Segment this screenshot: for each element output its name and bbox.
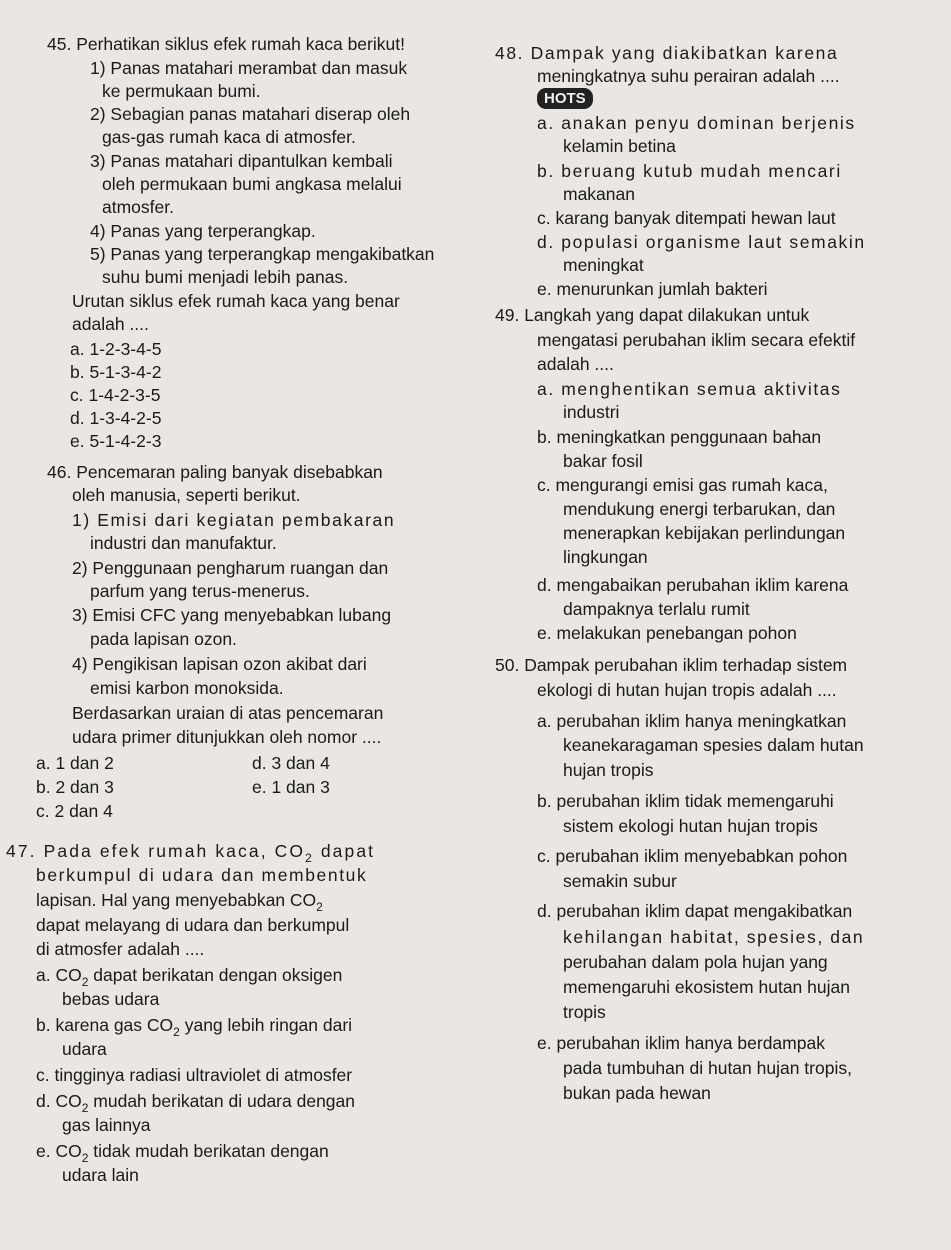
q45-item-5: 5) Panas yang terperangkap mengakibatkan [90, 244, 435, 264]
q47-option-d-cont: gas lainnya [62, 1115, 151, 1135]
q46-item-2: 2) Penggunaan pengharum ruangan dan [72, 558, 389, 578]
q45-item-3: 3) Panas matahari dipantulkan kembali [90, 151, 393, 171]
q46-item-1-cont: industri dan manufaktur. [90, 533, 277, 553]
q47-option-e-cont: udara lain [62, 1165, 139, 1185]
q45-stem: 45. Perhatikan siklus efek rumah kaca berikut! [47, 34, 405, 54]
q46-option-c[interactable]: c. 2 dan 4 [36, 801, 113, 821]
q45-item-2-cont: gas-gas rumah kaca di atmosfer. [102, 127, 356, 147]
q45-option-d[interactable]: d. 1-3-4-2-5 [70, 408, 162, 428]
q48-option-b-cont: makanan [563, 184, 635, 204]
q49-option-c-cont3: lingkungan [563, 547, 648, 567]
q46-option-e[interactable]: e. 1 dan 3 [252, 777, 330, 797]
q45-item-2: 2) Sebagian panas matahari diserap oleh [90, 104, 411, 124]
q50-stem-cont: ekologi di hutan hujan tropis adalah .... [537, 680, 837, 700]
q46-option-a[interactable]: a. 1 dan 2 [36, 753, 114, 773]
q49-option-b-cont: bakar fosil [563, 451, 643, 471]
q48-option-d-cont: meningkat [563, 255, 644, 275]
q49-option-b[interactable]: b. meningkatkan penggunaan bahan [537, 427, 822, 447]
q45-item-5-cont: suhu bumi menjadi lebih panas. [102, 267, 349, 287]
q49-stem: 49. Langkah yang dapat dilakukan untuk [495, 305, 810, 325]
q50-option-b-cont: sistem ekologi hutan hujan tropis [563, 816, 818, 836]
q47-stem-cont3: dapat melayang di udara dan berkumpul [36, 915, 350, 935]
q49-option-d[interactable]: d. mengabaikan perubahan iklim karena [537, 575, 849, 595]
q50-option-a-cont: keanekaragaman spesies dalam hutan [563, 735, 864, 755]
q48-option-a-cont: kelamin betina [563, 136, 676, 156]
q49-option-e[interactable]: e. melakukan penebangan pohon [537, 623, 797, 643]
q46-option-d[interactable]: d. 3 dan 4 [252, 753, 330, 773]
q49-option-a[interactable]: a. menghentikan semua aktivitas [537, 379, 842, 399]
q45-item-4: 4) Panas yang terperangkap. [90, 221, 316, 241]
q45-option-e[interactable]: e. 5-1-4-2-3 [70, 431, 162, 451]
hots-badge: HOTS [537, 88, 593, 109]
q50-option-e[interactable]: e. perubahan iklim hanya berdampak [537, 1033, 825, 1053]
q50-option-c[interactable]: c. perubahan iklim menyebabkan pohon [537, 846, 848, 866]
q45-question-cont: adalah .... [72, 314, 149, 334]
q46-question: Berdasarkan uraian di atas pencemaran [72, 703, 384, 723]
q49-option-c[interactable]: c. mengurangi emisi gas rumah kaca, [537, 475, 828, 495]
q48-option-d[interactable]: d. populasi organisme laut semakin [537, 232, 866, 252]
q47-option-d[interactable]: d. $CO_2$ mudah berikatan di udara dengan [36, 1091, 356, 1115]
q50-option-d-cont4: tropis [563, 1002, 606, 1022]
q47-stem-cont2: lapisan. Hal yang menyebabkan $CO_2$ [36, 890, 323, 914]
q50-option-e-cont: pada tumbuhan di hutan hujan tropis, [563, 1058, 852, 1078]
q46-item-3: 3) Emisi CFC yang menyebabkan lubang [72, 605, 392, 625]
q48-stem: 48. Dampak yang diakibatkan karena [495, 43, 839, 63]
q50-option-a-cont2: hujan tropis [563, 760, 654, 780]
q49-stem-cont: mengatasi perubahan iklim secara efektif [537, 330, 856, 350]
q50-option-e-cont2: bukan pada hewan [563, 1083, 711, 1103]
q49-option-c-cont: mendukung energi terbarukan, dan [563, 499, 836, 519]
q48-option-e[interactable]: e. menurunkan jumlah bakteri [537, 279, 768, 299]
q47-stem-cont: berkumpul di udara dan membentuk [36, 865, 368, 885]
q45-option-b[interactable]: b. 5-1-3-4-2 [70, 362, 162, 382]
q50-option-b[interactable]: b. perubahan iklim tidak memengaruhi [537, 791, 834, 811]
q49-option-a-cont: industri [563, 402, 620, 422]
q48-stem-cont: meningkatnya suhu perairan adalah .... [537, 66, 840, 86]
q46-question-cont: udara primer ditunjukkan oleh nomor .... [72, 727, 382, 747]
q50-stem: 50. Dampak perubahan iklim terhadap sistem [495, 655, 848, 675]
q48-option-c[interactable]: c. karang banyak ditempati hewan laut [537, 208, 836, 228]
q47-stem-cont4: di atmosfer adalah .... [36, 939, 205, 959]
q49-option-c-cont2: menerapkan kebijakan perlindungan [563, 523, 846, 543]
q50-option-a[interactable]: a. perubahan iklim hanya meningkatkan [537, 711, 847, 731]
q48-option-b[interactable]: b. beruang kutub mudah mencari [537, 161, 842, 181]
q48-option-a[interactable]: a. anakan penyu dominan berjenis [537, 113, 856, 133]
q46-item-4-cont: emisi karbon monoksida. [90, 678, 284, 698]
q46-stem: 46. Pencemaran paling banyak disebabkan [47, 462, 383, 482]
q46-item-1: 1) Emisi dari kegiatan pembakaran [72, 510, 396, 530]
q45-item-3-cont: oleh permukaan bumi angkasa melalui [102, 174, 402, 194]
q50-option-d-cont: kehilangan habitat, spesies, dan [563, 927, 865, 947]
q47-option-b[interactable]: b. karena gas $CO_2$ yang lebih ringan dari [36, 1015, 353, 1039]
q46-stem-cont: oleh manusia, seperti berikut. [72, 485, 301, 505]
q45-item-1-cont: ke permukaan bumi. [102, 81, 261, 101]
q50-option-d[interactable]: d. perubahan iklim dapat mengakibatkan [537, 901, 853, 921]
q45-item-3-cont2: atmosfer. [102, 197, 174, 217]
q50-option-d-cont2: perubahan dalam pola hujan yang [563, 952, 828, 972]
q47-option-e[interactable]: e. $CO_2$ tidak mudah berikatan dengan [36, 1141, 329, 1165]
q47-option-a-cont: bebas udara [62, 989, 160, 1009]
q45-option-c[interactable]: c. 1-4-2-3-5 [70, 385, 161, 405]
q45-question: Urutan siklus efek rumah kaca yang benar [72, 291, 400, 311]
q45-option-a[interactable]: a. 1-2-3-4-5 [70, 339, 162, 359]
q50-option-d-cont3: memengaruhi ekosistem hutan hujan [563, 977, 850, 997]
q47-option-b-cont: udara [62, 1039, 107, 1059]
q47-stem: 47. Pada efek rumah kaca, $CO_2$ dapat [6, 841, 376, 865]
q49-stem-cont2: adalah .... [537, 354, 614, 374]
q46-item-3-cont: pada lapisan ozon. [90, 629, 237, 649]
q46-item-4: 4) Pengikisan lapisan ozon akibat dari [72, 654, 367, 674]
q46-option-b[interactable]: b. 2 dan 3 [36, 777, 114, 797]
q49-option-d-cont: dampaknya terlalu rumit [563, 599, 750, 619]
q45-item-1: 1) Panas matahari merambat dan masuk [90, 58, 408, 78]
q50-option-c-cont: semakin subur [563, 871, 677, 891]
q47-option-c[interactable]: c. tingginya radiasi ultraviolet di atmosfer [36, 1065, 353, 1085]
q47-option-a[interactable]: a. $CO_2$ dapat berikatan dengan oksigen [36, 965, 343, 989]
q46-item-2-cont: parfum yang terus-menerus. [90, 581, 310, 601]
